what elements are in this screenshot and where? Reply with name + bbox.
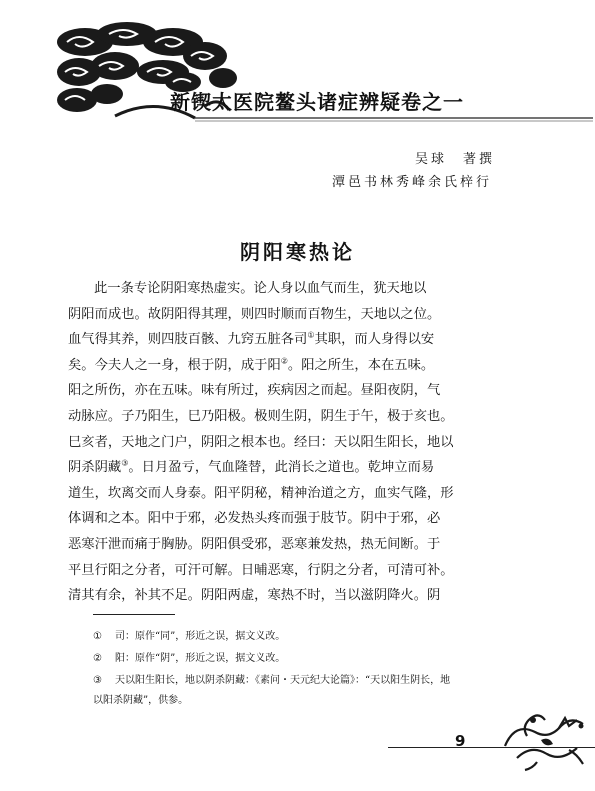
- footnote-text: 司：原作“同”，形近之误，据文义改。: [115, 631, 286, 642]
- footnote-marker[interactable]: ②: [280, 356, 288, 366]
- footnote-mark: ①: [93, 631, 102, 642]
- body-line: 清其有余，补其不足。阴阳两虚，寒热不时，当以滋阴降火。阴: [68, 588, 441, 604]
- page-number: 9: [455, 732, 466, 750]
- body-line: 体调和之本。阳中于邪，必发热头疼而强于肢节。阴中于邪，必: [68, 511, 441, 527]
- footnote-divider: [93, 614, 175, 615]
- footnote-marker[interactable]: ①: [307, 330, 315, 340]
- body-line: 阴阳而成也。故阴阳得其理，则四时顺而百物生，天地以之位。: [68, 306, 441, 322]
- body-line: 血气得其养，则四肢百骸、九窍五脏各司①其职，而人身得以安: [68, 330, 435, 348]
- body-line: 矣。今夫人之一身，根于阴，成于阳②。阳之所生，本在五味。: [68, 356, 435, 373]
- body-line: 阴杀阴藏③。日月盈亏，气血隆替，此消长之道也。乾坤立而易: [68, 458, 435, 476]
- body-line: 恶寒汗泄而痛于胸胁。阴阳俱受邪，恶寒兼发热，热无间断。于: [68, 536, 441, 552]
- footnote-mark: ②: [93, 653, 102, 664]
- footnote-marker[interactable]: ③: [121, 458, 129, 468]
- footnote-mark: ③: [93, 675, 102, 686]
- body-line: 动脉应。子乃阳生，巳乃阳极。极则生阴，阴生于午，极于亥也。: [68, 408, 454, 424]
- cloud-dragon-ornament-icon: [55, 20, 595, 140]
- body-line: 此一条专论阴阳寒热虚实。论人身以血气而生，犹天地以: [94, 281, 427, 296]
- body-text: [68, 276, 528, 609]
- section-title: 阴阳寒热论: [240, 240, 355, 264]
- footnote-text: 阳：原作“阴”，形近之误，据文义改。: [115, 653, 286, 664]
- body-line: 平旦行阳之分者，可汗可解。日晡恶寒，行阴之分者，可清可补。: [68, 562, 454, 578]
- footnote-continuation: 以阳杀阴藏”，供参。: [93, 695, 189, 706]
- author-line: 吴球 著撰: [415, 152, 496, 167]
- dragon-ornament-icon: [497, 706, 595, 772]
- publisher-line: 潭邑书林秀峰余氏梓行: [332, 175, 493, 190]
- body-line: 道生，坎离交而人身泰。阳平阴秘，精神治道之方，血实气隆，形: [68, 485, 454, 501]
- footnote-item: [93, 627, 285, 642]
- body-line: 巳亥者，天地之门户，阴阳之根本也。经曰：天以阳生阳长，地以: [68, 434, 454, 450]
- body-line: 阳之所伤，亦在五味。味有所过，疾病因之而起。昼阳夜阴，气: [68, 383, 441, 399]
- running-header-title: 新锲太医院鳌头诸症辨疑卷之一: [170, 90, 464, 114]
- footnote-item: [93, 649, 285, 664]
- footnote-text: 天以阳生阳长，地以阴杀阴藏：《素问・天元纪大论篇》：“天以阳生阴长，地: [115, 675, 451, 686]
- footnote-item: [93, 671, 450, 686]
